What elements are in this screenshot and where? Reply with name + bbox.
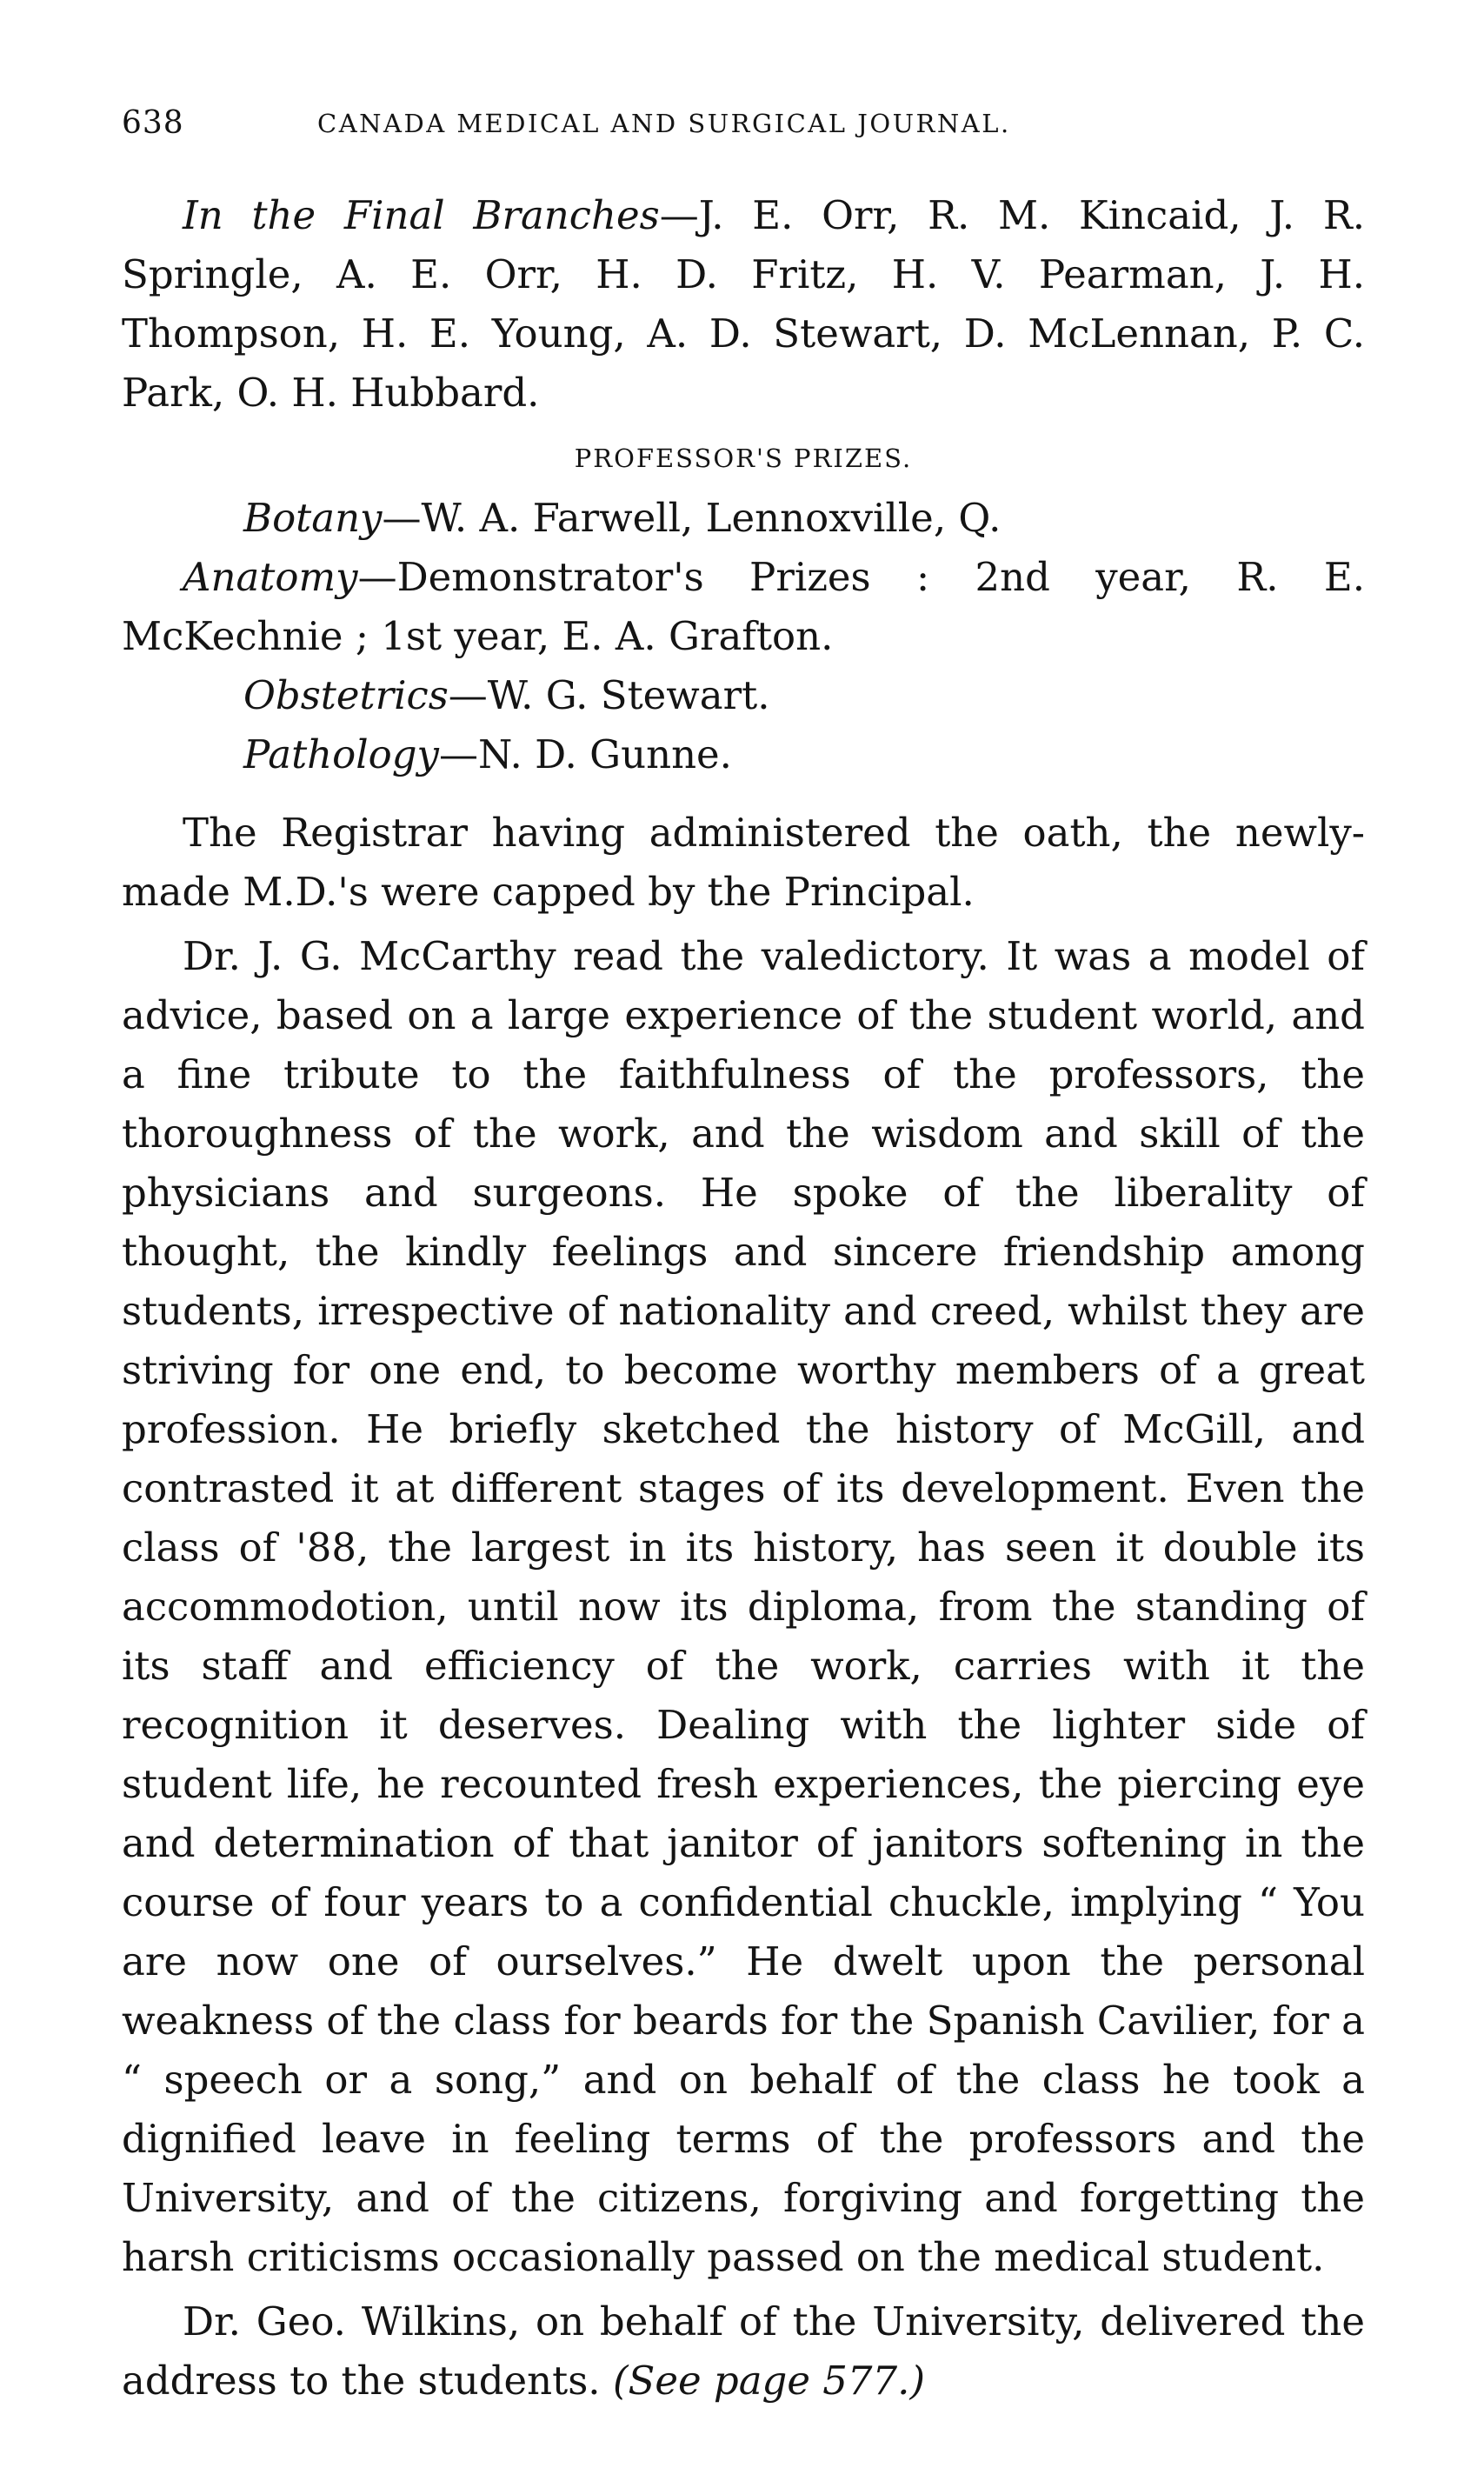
prize-winner: —N. D. Gunne. [438, 731, 732, 777]
final-branches-label: In the Final Branches [183, 192, 660, 238]
final-branches-paragraph [122, 186, 1365, 423]
registrar-paragraph: The Registrar having administered the oath, the newly-made M.D.'s were capped by the Principal. [122, 810, 1365, 915]
prize-anatomy [122, 548, 1365, 666]
page-number: 638 [122, 105, 184, 141]
prize-winner: —Demonstrator's Prizes : 2nd year, R. E. McKechnie ; 1st year, E. A. Grafton. [122, 554, 1365, 659]
prizes-heading: PROFESSOR'S PRIZES. [574, 444, 913, 473]
prize-subject: Pathology [243, 731, 439, 777]
wilkins-text: Dr. Geo. Wilkins, on behalf of the University, delivered the address to the students. [122, 2298, 1365, 2404]
prize-botany [122, 489, 1365, 548]
prize-subject: Anatomy [183, 554, 358, 600]
prize-subject: Botany [243, 495, 383, 541]
prize-winner: —W. A. Farwell, Lennoxville, Q. [382, 495, 1002, 541]
journal-page [122, 97, 1365, 2428]
prize-subject: Obstetrics [243, 672, 449, 718]
prize-pathology [122, 725, 1365, 784]
prize-obstetrics [122, 666, 1365, 725]
page-reference: (See page 577.) [612, 2358, 926, 2404]
valedictory-paragraph: Dr. J. G. McCarthy read the valedictory. It was a model of advice, based on a large experience of the student world, and a fine tribute to the faithfulness of the professors, the thoroughness of the work, and the wisdom and skill of the physicians and surgeons. He spoke of the liberality of thought, the kindly feelings and sincere friendship among students, irrespective of nationality and creed, whilst they are striving for one end, to become worthy members of a great profession. He briefly sketched the history of McGill, and contrasted it at different stages of its development. Even the class of '88, the largest in its history, has seen it double its accommodotion, until now its diploma, from the standing of its staff and efficiency of the work, carries with it the recognition it deserves. Dealing with the lighter side of student life, he recounted fresh experiences, the piercing eye and determination of that janitor of janitors softening in the course of four years to a confidential chuckle, implying “ You are now one of ourselves.” He dwelt upon the personal weakness of the class for beards for the Spanish Cavilier, for a “ speech or a song,” and on behalf of the class he took a dignified leave in feeling terms of the professors and the University, and of the citizens, forgiving and forgetting the harsh criticisms occasionally passed on the medical student. [122, 933, 1365, 2280]
journal-title: CANADA MEDICAL AND SURGICAL JOURNAL. [317, 109, 1011, 138]
final-branches-names: —J. E. Orr, R. M. Kincaid, J. R. Springle, A. E. Orr, H. D. Fritz, H. V. Pearman, J. H. Thompson, H. E. Young, A. D. Stewart, D. McLennan, P. C. Park, O. H. Hubbard. [122, 192, 1366, 416]
wilkins-paragraph [122, 2292, 1365, 2411]
running-head [122, 97, 1365, 150]
body-text [122, 186, 1365, 2411]
prize-winner: —W. G. Stewart. [448, 672, 770, 718]
